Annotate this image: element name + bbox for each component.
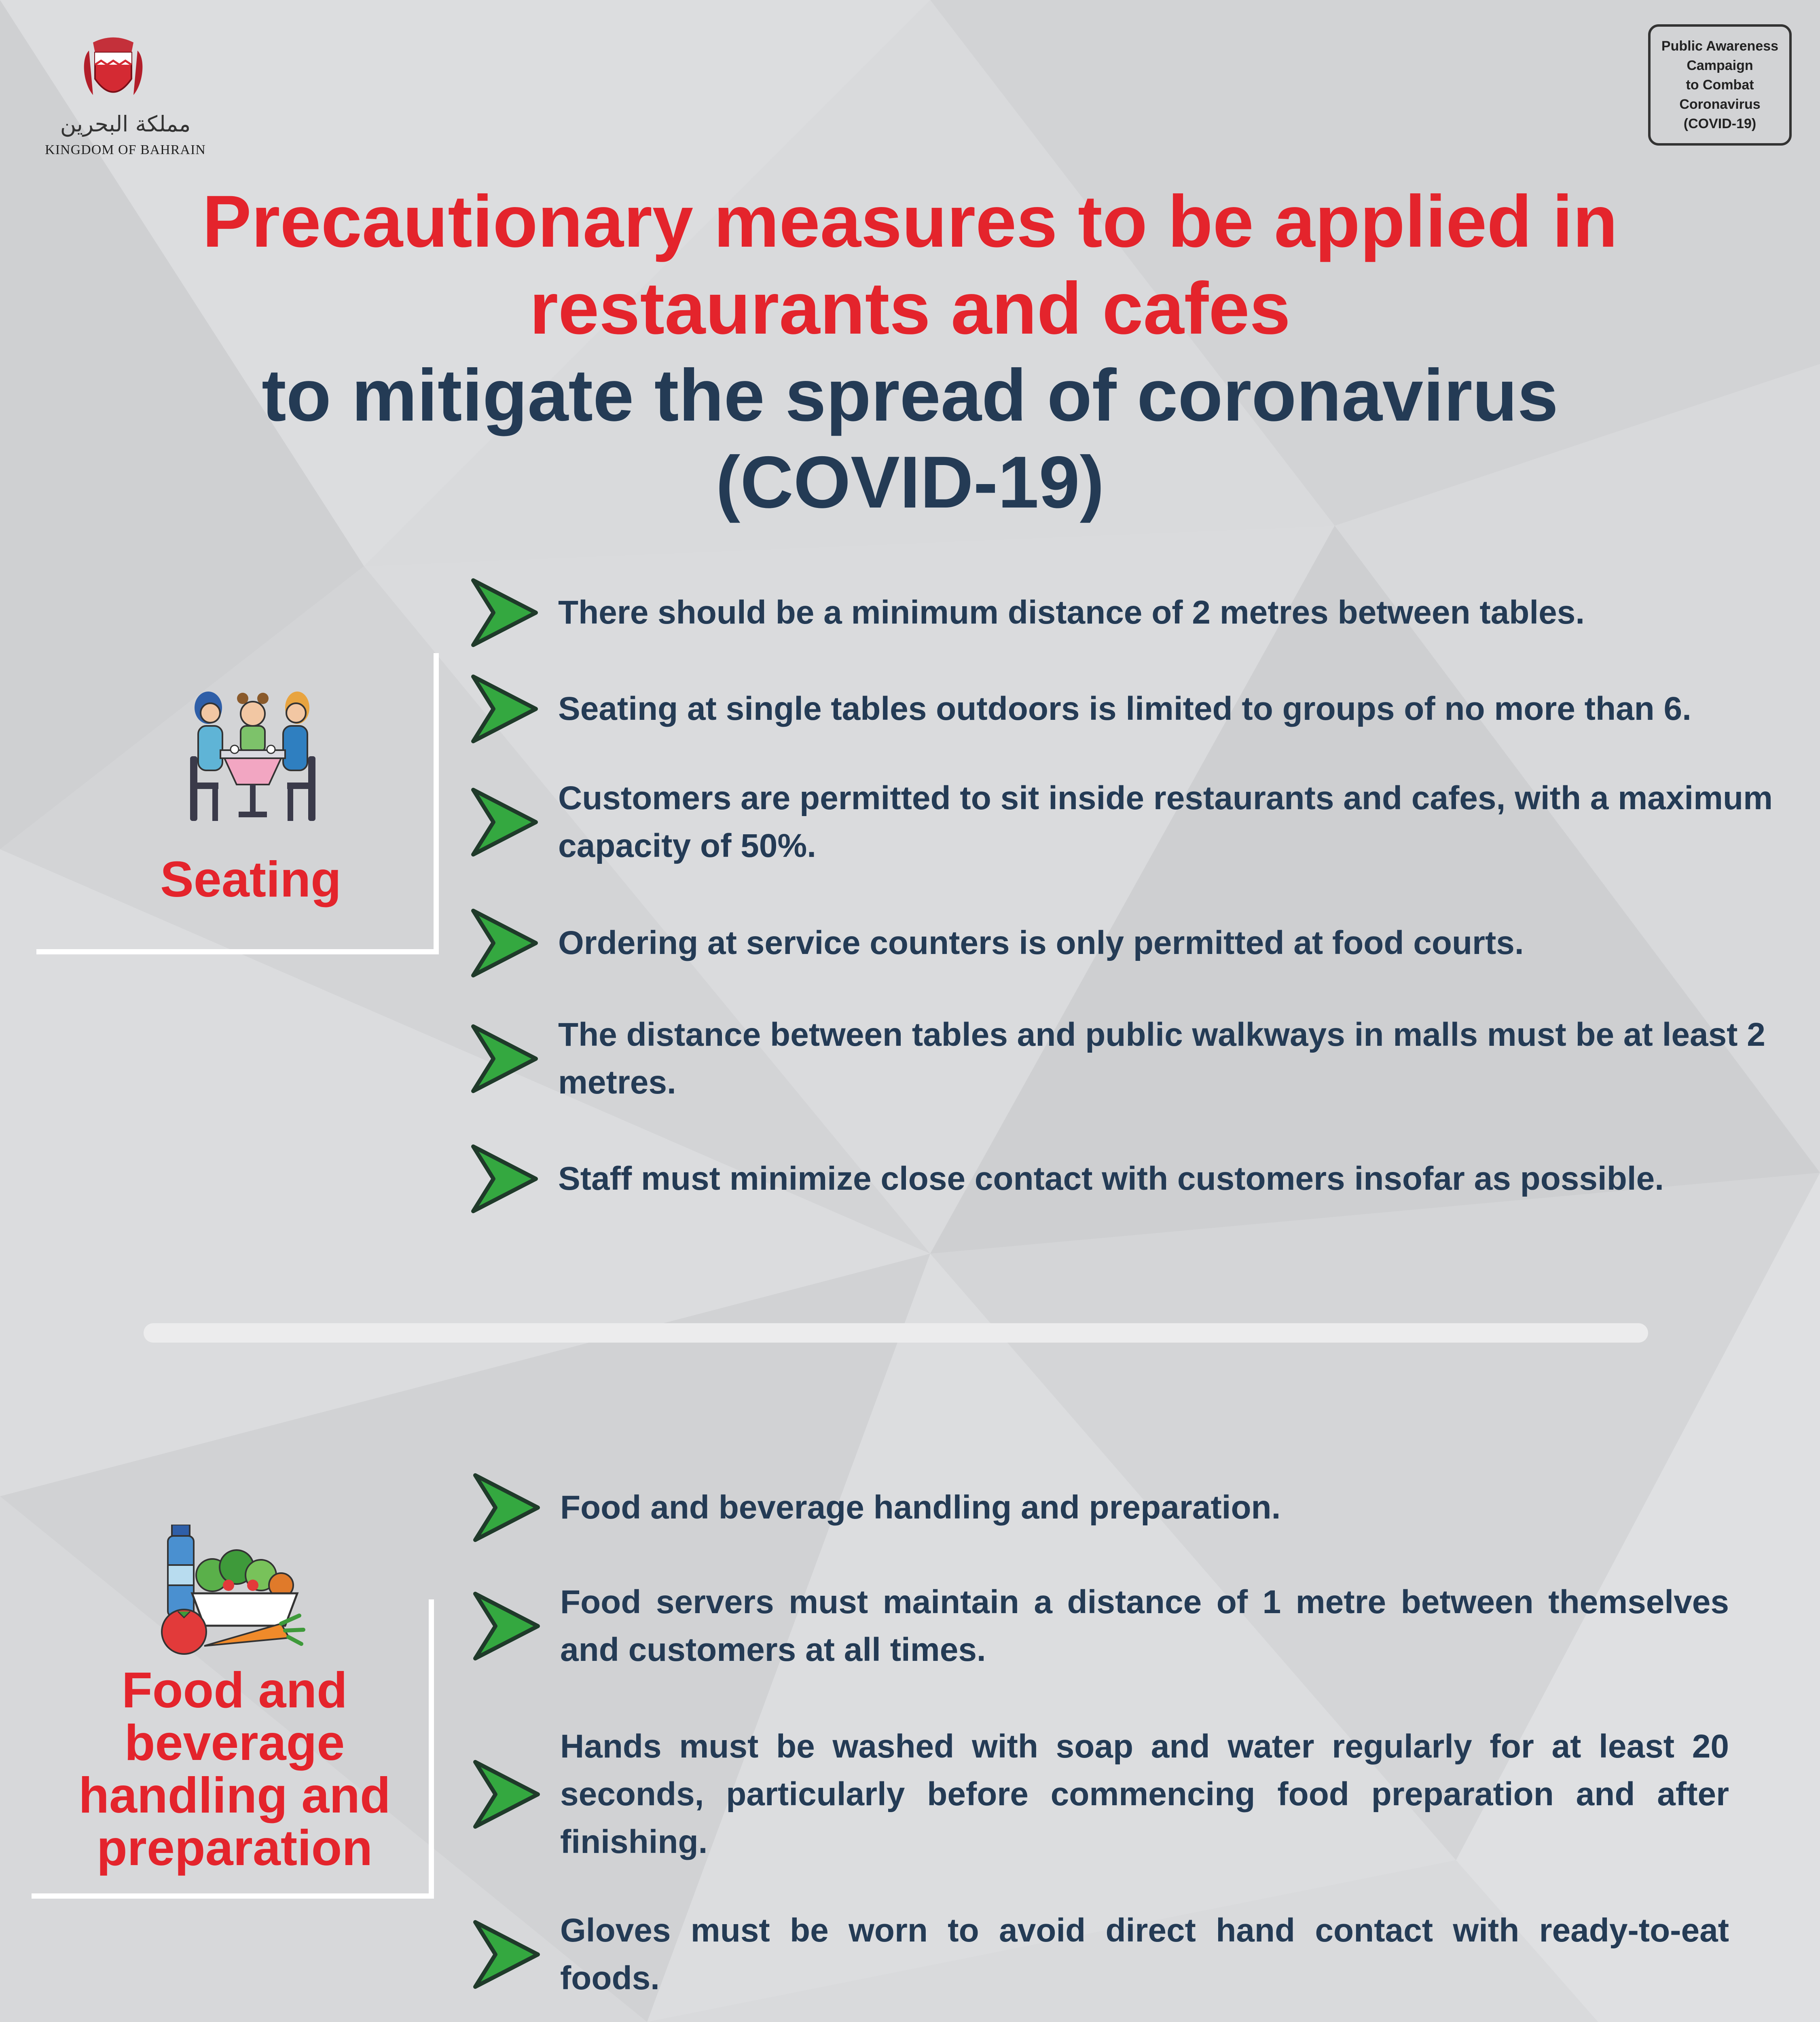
campaign-badge-line: to Combat [1686,77,1754,93]
food-item-text: Hands must be washed with soap and water regularly for at least 20 seconds, particularly before commencing food preparation and after finishing. [560,1728,1729,1860]
seating-title: Seating [160,852,341,907]
seating-item [469,774,1800,870]
food-basket-icon [160,1525,305,1658]
food-item [471,1907,1729,2002]
kingdom-name: KINGDOM OF BAHRAIN [45,142,206,157]
seating-item [469,673,1800,745]
seating-item-text: Seating at single tables outdoors is limited to groups of no more than 6. [558,690,1691,727]
food-item [471,1471,1729,1544]
campaign-badge-line: Coronavirus [1679,97,1761,112]
arabic-kingdom-name: مملكة البحرين [60,111,191,137]
food-item [471,1578,1729,1674]
page-title-dark [61,352,1759,526]
green-arrow-icon [469,576,540,649]
green-arrow-icon [469,1142,540,1215]
green-arrow-icon [469,786,540,859]
title-line: (COVID-19) [715,441,1105,523]
green-arrow-icon [471,1590,542,1662]
food-title [44,1664,425,1874]
seating-item-text: The distance between tables and public walkways in malls must be at least 2 metres. [558,1016,1765,1101]
food-title-line: beverage [124,1715,345,1771]
seating-item-text: There should be a minimum distance of 2 metres between tables. [558,594,1585,631]
seating-item [469,1142,1800,1215]
seating-item [469,907,1800,979]
title-line: to mitigate the spread of coronavirus [262,354,1558,436]
page-title-red [61,178,1759,352]
bahrain-emblem-icon [81,34,146,111]
food-item [471,1723,1729,1866]
green-arrow-icon [471,1918,542,1991]
green-arrow-icon [471,1471,542,1544]
seating-item-text: Customers are permitted to sit inside restaurants and cafes, with a maximum capacity of 50%. [558,780,1773,864]
food-item-text: Food and beverage handling and preparation. [560,1489,1281,1526]
food-title-line: preparation [96,1820,373,1876]
food-item-text: Food servers must maintain a distance of 1 metre between themselves and customers at all times. [560,1584,1729,1668]
seating-item [469,1011,1800,1106]
campaign-badge-line: (COVID-19) [1683,116,1757,131]
green-arrow-icon [469,673,540,745]
title-line: restaurants and cafes [529,267,1291,349]
dining-table-family-icon [182,685,324,823]
seating-item-text: Ordering at service counters is only permitted at food courts. [558,924,1524,961]
green-arrow-icon [469,1022,540,1095]
seating-item-text: Staff must minimize close contact with customers insofar as possible. [558,1160,1664,1197]
campaign-badge-line: Public Awareness [1661,38,1779,54]
campaign-badge-line: Campaign [1687,58,1753,73]
seating-item [469,576,1800,649]
food-title-line: Food and [122,1662,347,1718]
campaign-badge [1648,24,1792,146]
section-divider [144,1323,1648,1343]
food-item-text: Gloves must be worn to avoid direct hand contact with ready-to-eat foods. [560,1912,1729,1997]
green-arrow-icon [471,1758,542,1831]
green-arrow-icon [469,907,540,979]
title-line: Precautionary measures to be applied in [202,180,1618,262]
food-title-line: handling and [78,1768,391,1823]
